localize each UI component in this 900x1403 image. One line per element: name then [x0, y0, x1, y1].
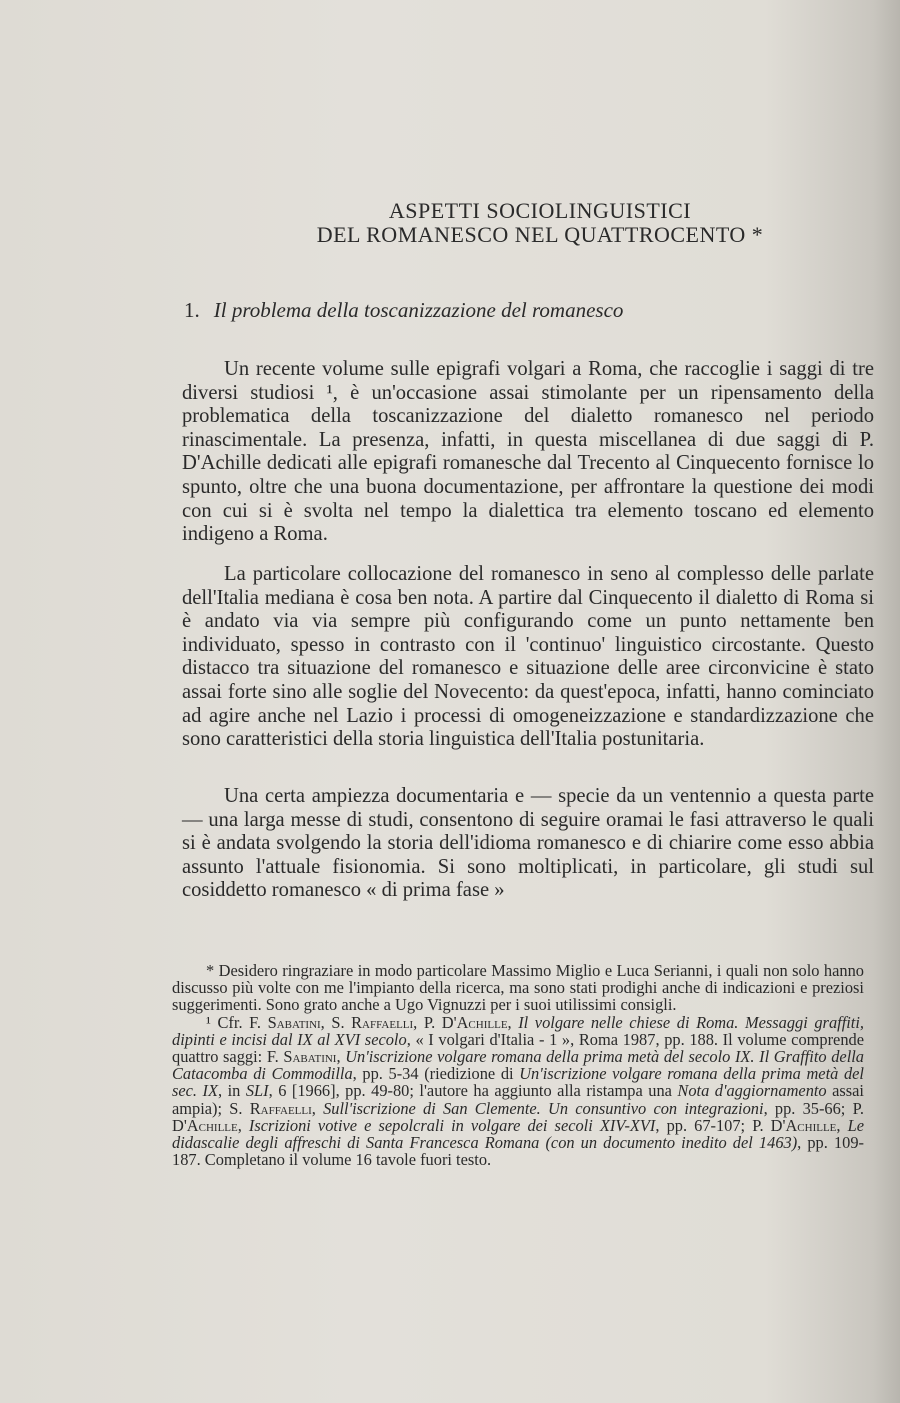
- section-title: Il problema della toscanizzazione del romanesco: [213, 298, 624, 322]
- footnote-text: ,: [336, 1047, 346, 1067]
- footnote-text: ,: [237, 1115, 249, 1135]
- footnote-star-marker: *: [206, 961, 215, 980]
- article-title-line-2: DEL ROMANESCO NEL QUATTROCENTO *: [316, 222, 764, 247]
- footnote-text: , « I volgari d'Italia - 1 », Roma 1987, pp. 188. Il volume comprende quattro saggi:: [172, 1029, 864, 1067]
- footnote-author: F. Sabatini: [266, 1047, 337, 1067]
- paragraph-3: Una certa ampiezza documentaria e — specie da un ventennio a questa parte — una larga messe di studi, consentono di seguire oramai le fasi attraverso le quali si è andata svolgendo la storia dell'idioma romanesco e di chiarire come esso abbia assunto l'attuale fisionomia. Si sono moltiplicati, in particolare, gli studi sul cosiddetto romanesco « di prima fase »: [182, 785, 874, 902]
- footnote-star-text: Desidero ringraziare in modo particolare Massimo Miglio e Luca Serianni, i quali non solo hanno discusso più volte con me l'impianto della ricerca, ma sono stati prodighi anche di indicazioni e preziosi suggerimenti. Sono grato anche a Ugo Vignuzzi per i suoi utilissimi consigli.: [172, 961, 864, 1015]
- footnote-work-title: Nota d'aggiornamento: [677, 1081, 827, 1101]
- footnote-author: S. Raffaelli: [229, 1098, 312, 1118]
- footnote-author: P. D'Achille: [172, 1098, 864, 1135]
- footnote-work-title: Iscrizioni votive e sepolcrali in volgare dei secoli XIV-XVI: [248, 1115, 656, 1135]
- paragraph-1: Un recente volume sulle epigrafi volgari a Roma, che raccoglie i saggi di tre diversi studiosi ¹, è un'occasione assai stimolante per un ripensamento della problematica della toscanizzazione del dialetto romanesco nel periodo rinascimentale. La presenza, infatti, in questa miscellanea di due saggi di P. D'Achille dedicati alle epigrafi romanesche dal Trecento al Cinquecento fornisce lo spunto, oltre che una buona documentazione, per affrontare la questione dei modi con cui si è svolta nel tempo la dialettica tra elemento toscano ed elemento indigeno a Roma.: [182, 358, 874, 546]
- footnote-text: , pp. 109-187. Completano il volume 16 tavole fuori testo.: [172, 1133, 864, 1170]
- section-heading: [184, 298, 623, 323]
- footnote-text: Cfr.: [217, 1012, 250, 1032]
- footnote-text: ,: [507, 1012, 519, 1032]
- footnote-1-marker: ¹: [206, 1012, 211, 1032]
- footnote-text: ,: [836, 1115, 848, 1135]
- paragraph-2: La particolare collocazione del romanesco in seno al complesso delle parlate dell'Italia mediana è cosa ben nota. A partire dal Cinquecento il dialetto di Roma si è andato via via sempre più configurando come un punto nettamente ben individuato, spesso in contrasto con il 'continuo' linguistico circostante. Questo distacco tra situazione del romanesco e situazione delle aree circonvicine è stato assai forte sino alle soglie del Novecento: da quest'epoca, infatti, hanno cominciato ad agire anche nel Lazio i processi di omogeneizzazione e standardizzazione che sono caratteristici della storia linguistica dell'Italia postunitaria.: [182, 563, 874, 751]
- footnote-work-title: Un'iscrizione volgare romana della prima metà del secolo IX. Il Graffito della Catacomba di Commodilla: [172, 1047, 864, 1084]
- footnote-work-title: Le didascalie degli affreschi di Santa Francesca Romana (con un documento inedito del 1463): [172, 1115, 864, 1153]
- footnote-author: P. D'Achille: [752, 1115, 837, 1135]
- footnote-text: , pp. 35-66;: [763, 1098, 853, 1118]
- footnote-text: ,: [311, 1098, 324, 1118]
- footnote-work-title: Il volgare nelle chiese di Roma. Messaggi graffiti, dipinti e incisi dal IX al XVI secolo: [172, 1012, 865, 1049]
- footnote-journal: SLI: [245, 1081, 269, 1101]
- section-number: 1.: [184, 298, 200, 322]
- footnote-text: , in: [218, 1081, 246, 1101]
- footnote-text: , 6 [1966], pp. 49-80; l'autore ha aggiunto alla ristampa una: [268, 1081, 678, 1101]
- footnote-author: F. Sabatini, S. Raffaelli, P. D'Achille: [249, 1012, 508, 1032]
- footnote-star: [172, 962, 864, 1014]
- footnote-work-title: Sull'iscrizione di San Clemente. Un consuntivo con integrazioni: [323, 1098, 764, 1118]
- footnote-work-title: Un'iscrizione volgare romana della prima metà del sec. IX: [172, 1064, 864, 1101]
- article-title-line-1: ASPETTI SOCIOLINGUISTICI: [388, 198, 692, 223]
- footnotes: [172, 962, 864, 1168]
- footnote-text: , pp. 67-107;: [655, 1115, 753, 1135]
- footnote-1: [172, 1014, 864, 1169]
- footnote-text: , pp. 5-34 (riedizione di: [352, 1064, 520, 1084]
- footnote-text: assai ampia);: [172, 1081, 864, 1118]
